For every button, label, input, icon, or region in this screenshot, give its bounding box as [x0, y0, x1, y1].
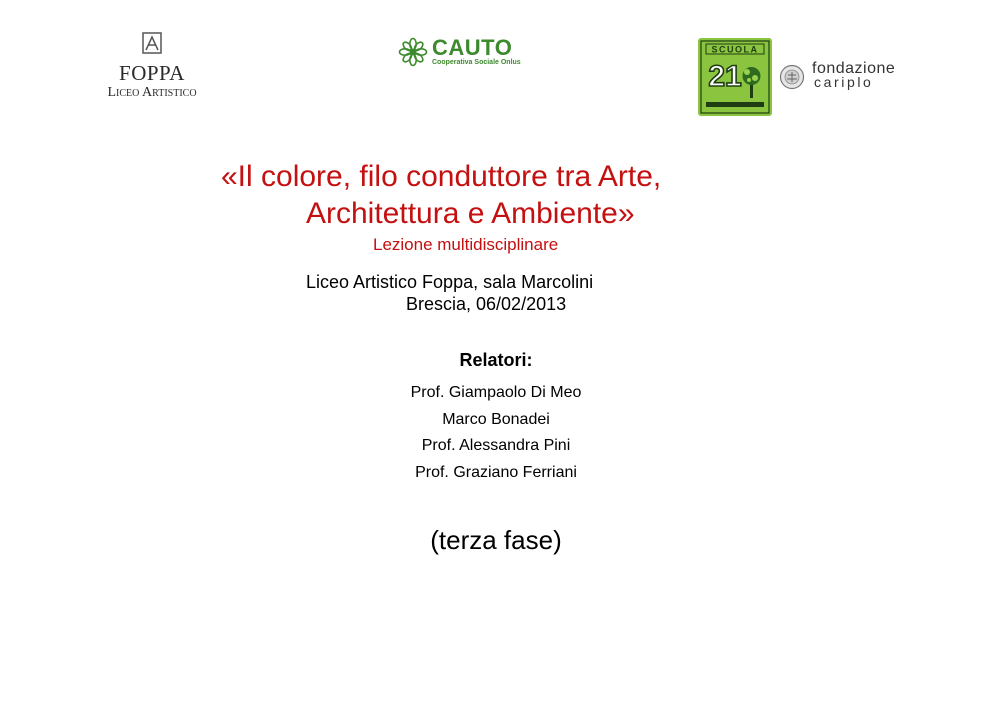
cariplo-top-text: fondazione [812, 60, 896, 77]
lesson-subtitle: Lezione multidisciplinare [373, 235, 559, 254]
phase-label: (terza fase) [430, 525, 562, 555]
venue: Liceo Artistico Foppa, sala Marcolini [306, 272, 594, 292]
cauto-subtitle: Cooperativa Sociale Onlus [432, 59, 521, 66]
title-line-2: Architettura e Ambiente» [306, 197, 635, 230]
speaker-item: Prof. Graziano Ferriani [415, 463, 577, 481]
scuola-number: 21 [708, 60, 742, 93]
fondazione-cariplo-logo [778, 62, 914, 92]
speaker-item: Prof. Alessandra Pini [421, 437, 571, 454]
foppa-subtitle: Liceo Artistico [107, 85, 197, 100]
speaker-item: Prof. Giampaolo Di Meo [410, 384, 582, 401]
title-line-1: «Il colore, filo conduttore tra Arte, [221, 160, 662, 193]
scuola-label: SCUOLA [711, 44, 759, 55]
foppa-emblem-icon [142, 32, 162, 54]
cauto-logo [398, 36, 528, 70]
foppa-name: FOPPA [119, 61, 185, 85]
speakers-heading: Relatori: [459, 350, 533, 370]
speakers-list [0, 380, 992, 486]
cauto-name: CAUTO [432, 35, 513, 60]
cariplo-bottom-text: cariplo [814, 74, 874, 90]
cariplo-seal-icon [778, 64, 806, 90]
scuola-21-logo [698, 38, 772, 116]
location-date: Brescia, 06/02/2013 [406, 294, 567, 314]
foppa-logo [88, 32, 216, 102]
speaker-item: Marco Bonadei [442, 410, 550, 428]
cauto-flower-icon [398, 37, 428, 67]
